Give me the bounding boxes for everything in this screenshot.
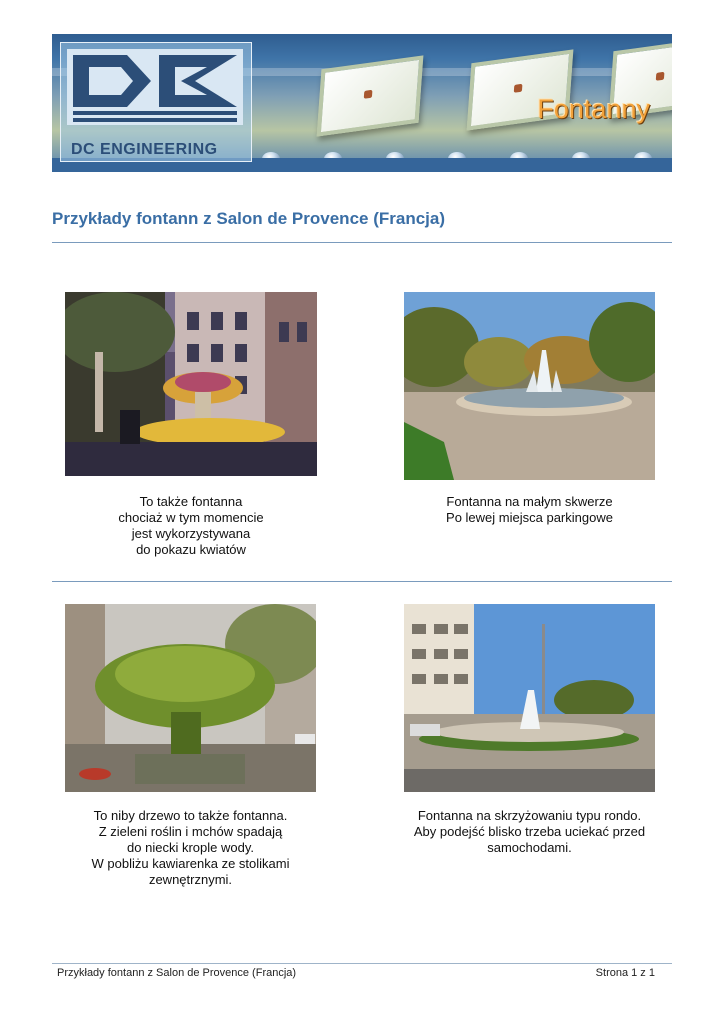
divider	[52, 581, 672, 582]
caption-line: Fontanna na małym skwerze	[446, 494, 613, 509]
caption-line: chociaż w tym momencie	[118, 510, 264, 525]
caption-3	[65, 808, 316, 888]
dc-logo-icon	[67, 49, 243, 125]
caption-4	[404, 808, 655, 856]
caption-line: do niecki krople wody.	[127, 840, 254, 855]
caption-line: Aby podejść blisko trzeba uciekać przed	[413, 824, 646, 839]
page-number: Strona 1 z 1	[595, 967, 655, 979]
caption-line: Fontanna na skrzyżowaniu typu rondo.	[417, 808, 642, 823]
caption-line: W pobliżu kawiarenka ze stolikami	[91, 856, 290, 871]
caption-2	[404, 494, 655, 526]
caption-line: jest wykorzystywana	[131, 526, 251, 541]
chip-image	[317, 55, 424, 136]
photo-roundabout-fountain	[404, 604, 655, 792]
caption-line: do pokazu kwiatów	[136, 542, 246, 557]
page-title: Przykłady fontann z Salon de Provence (Francja)	[52, 209, 445, 228]
header-banner	[52, 34, 672, 172]
photo-town-fountain-flowers	[65, 292, 317, 476]
caption-line: Z zieleni roślin i mchów spadają	[98, 824, 283, 839]
footer-divider	[52, 963, 672, 964]
caption-line: samochodami.	[487, 840, 572, 855]
banner-title: Fontanny	[537, 94, 650, 124]
photo-fountain-square	[404, 292, 655, 480]
caption-line: zewnętrznymi.	[148, 872, 233, 887]
caption-line: To także fontanna	[139, 494, 243, 509]
company-name: DC ENGINEERING	[71, 141, 218, 158]
caption-line: Po lewej miejsca parkingowe	[446, 510, 613, 525]
caption-1	[65, 494, 317, 558]
divider	[52, 242, 672, 243]
caption-line: To niby drzewo to także fontanna.	[93, 808, 288, 823]
company-logo	[60, 42, 252, 162]
footer-title: Przykłady fontann z Salon de Provence (Francja)	[57, 967, 297, 979]
photo-moss-tree-fountain	[65, 604, 316, 792]
